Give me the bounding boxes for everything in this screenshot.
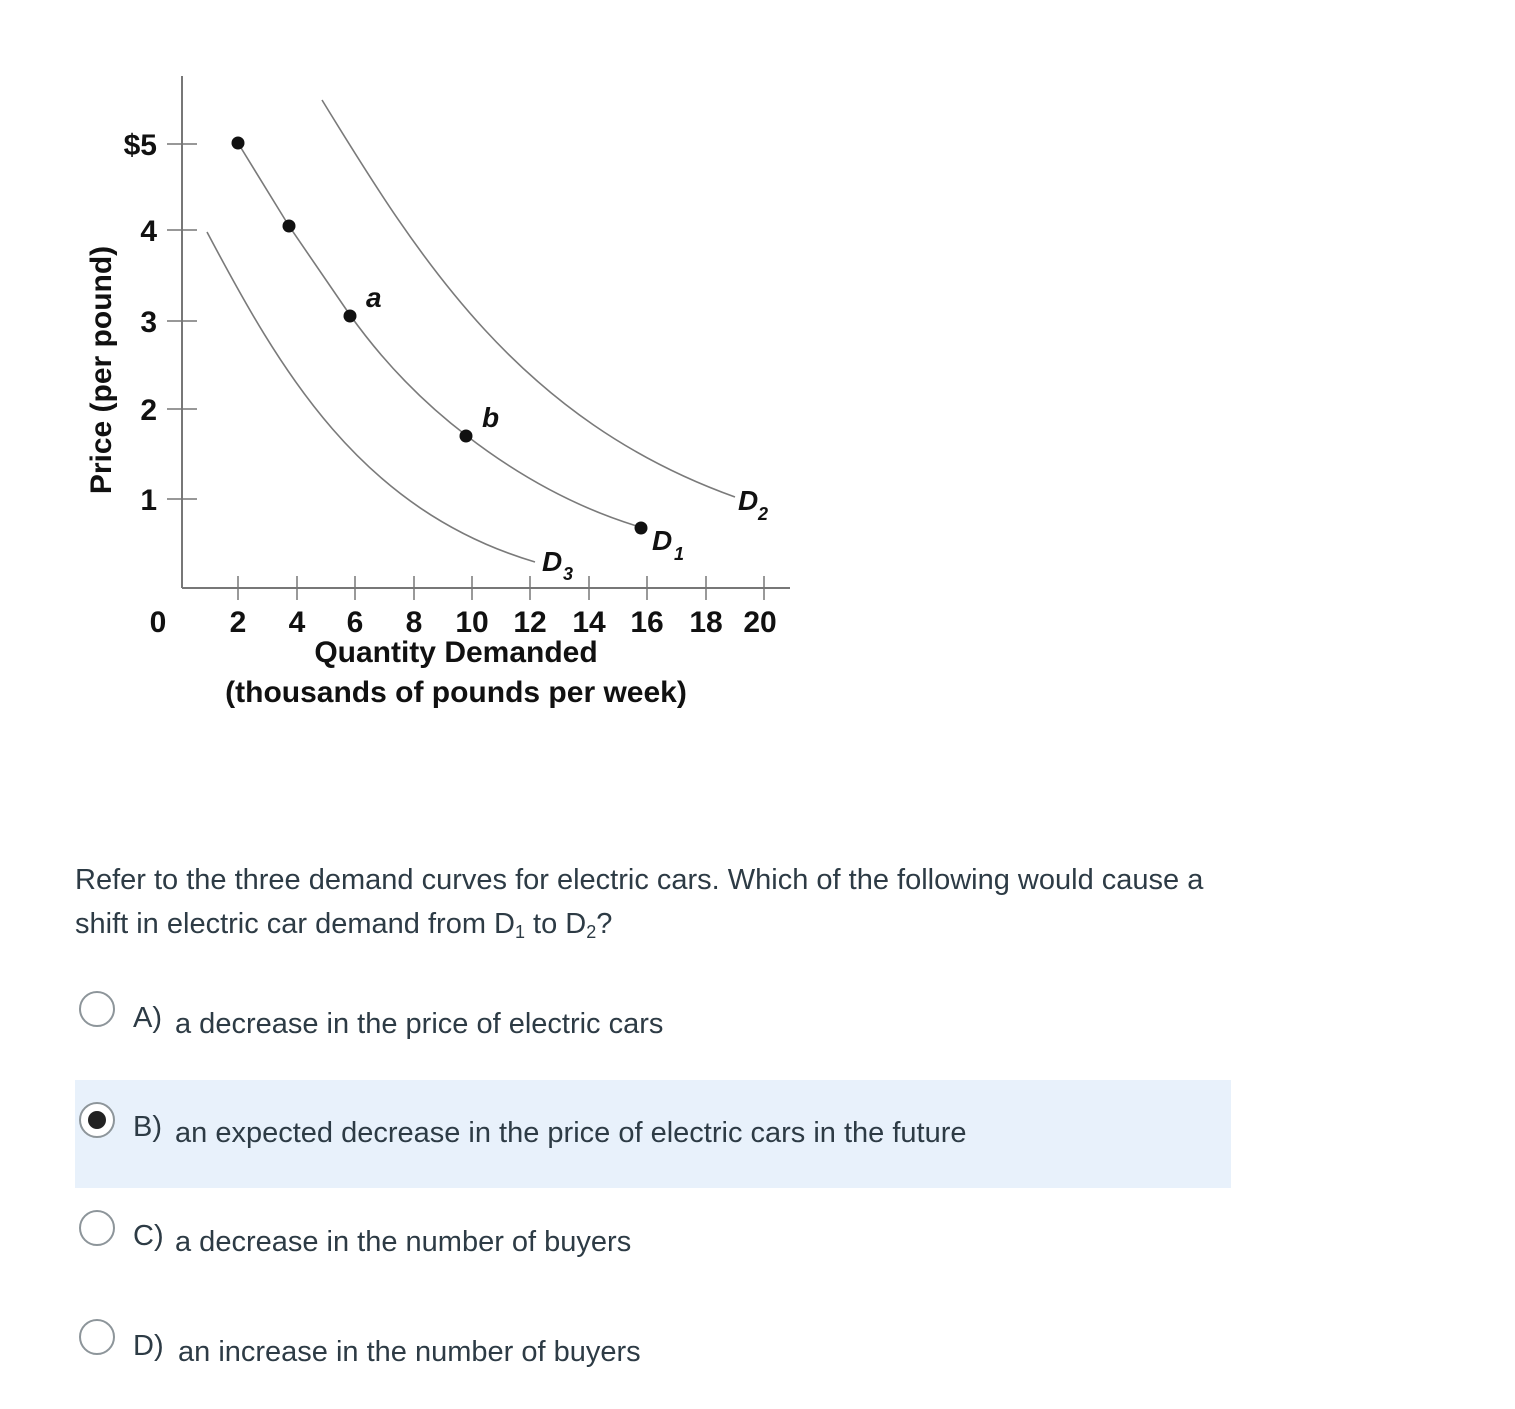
radio-button-d[interactable] — [79, 1319, 115, 1355]
curve-label-d3-sub: 3 — [563, 564, 574, 584]
origin-label: 0 — [149, 606, 167, 639]
answer-option-c[interactable] — [75, 1190, 1231, 1298]
curve-label-d1-main: D — [652, 525, 673, 556]
curve-label-d3 — [542, 546, 573, 584]
y-ticks — [124, 129, 197, 517]
curve-label-d1-sub: 1 — [674, 544, 685, 564]
y-tick-label: 3 — [140, 306, 157, 339]
answer-option-d[interactable] — [75, 1300, 1231, 1408]
option-letter: B) — [133, 1111, 162, 1143]
y-tick-label: $5 — [123, 129, 157, 162]
x-axis-subtitle: (thousands of pounds per week) — [225, 676, 687, 709]
x-tick-label: 8 — [405, 606, 423, 639]
y-tick-label: 1 — [140, 484, 157, 517]
question-part1: Refer to the three demand curves for electric cars. Which of the following would cause a shift in electric car demand from D — [75, 864, 1204, 940]
point-label-a: a — [366, 282, 382, 313]
radio-button-c[interactable] — [79, 1210, 115, 1246]
d1-point-b — [460, 430, 473, 443]
radio-selected-dot — [88, 1111, 106, 1129]
option-letter: D) — [133, 1330, 164, 1362]
question-sub2: 2 — [586, 922, 597, 942]
y-tick-label: 2 — [140, 394, 157, 427]
radio-button-b[interactable] — [79, 1102, 115, 1138]
x-tick-label: 20 — [743, 606, 777, 639]
x-tick-label: 14 — [572, 606, 606, 639]
x-ticks — [150, 576, 777, 639]
d1-point — [283, 220, 296, 233]
option-text[interactable]: a decrease in the price of electric cars — [175, 1008, 664, 1040]
x-tick-label: 12 — [513, 606, 547, 639]
y-axis-label: Price (per pound) — [85, 245, 118, 495]
option-text[interactable]: an increase in the number of buyers — [178, 1336, 641, 1368]
curve-label-d1 — [652, 525, 684, 564]
point-label-b: b — [482, 402, 500, 433]
option-letter: A) — [133, 1002, 162, 1034]
option-letter: C) — [133, 1220, 164, 1252]
question-part2: to D — [525, 908, 587, 940]
x-tick-label: 2 — [229, 606, 247, 639]
curve-label-d2-main: D — [738, 485, 759, 516]
curve-label-d2-sub: 2 — [758, 504, 769, 524]
x-tick-label: 10 — [455, 606, 489, 639]
question-part3: ? — [596, 908, 613, 940]
demand-curves-graph — [0, 0, 820, 740]
d1-point — [232, 137, 245, 150]
demand-curve-d1 — [238, 143, 640, 527]
option-text[interactable]: a decrease in the number of buyers — [175, 1226, 632, 1258]
x-axis-title: Quantity Demanded — [314, 636, 598, 669]
d1-point-a — [344, 310, 357, 323]
curve-label-d3-main: D — [542, 546, 563, 577]
x-tick-label: 16 — [630, 606, 664, 639]
answer-option-b[interactable] — [75, 1080, 1231, 1188]
option-text[interactable]: an expected decrease in the price of electric cars in the future — [175, 1117, 967, 1149]
answer-option-a[interactable] — [75, 972, 1231, 1080]
radio-button-a[interactable] — [79, 991, 115, 1027]
y-tick-label: 4 — [140, 215, 157, 248]
d1-point — [635, 522, 648, 535]
x-tick-label: 6 — [346, 606, 364, 639]
demand-curve-d2 — [322, 100, 735, 497]
question-sub1: 1 — [514, 922, 525, 942]
x-tick-label: 18 — [689, 606, 723, 639]
question-text — [75, 858, 1235, 946]
x-tick-label: 4 — [288, 606, 306, 639]
curve-label-d2 — [738, 485, 768, 524]
